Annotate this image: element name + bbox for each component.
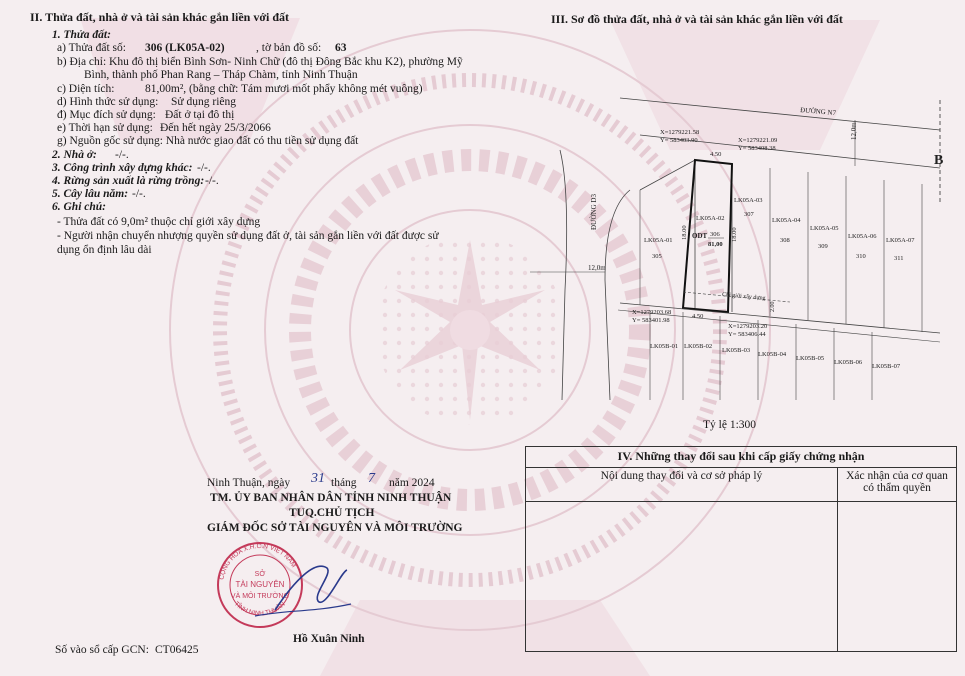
svg-text:LK05A-07: LK05A-07 [886, 237, 915, 244]
authority-line-2: có thẩm quyền [863, 482, 931, 494]
date-year: năm 2024 [389, 477, 435, 489]
stamp-line-2: TÀI NGUYÊN [235, 580, 285, 589]
stamp-line-3: VÀ MÔI TRƯỜNG [230, 593, 290, 600]
dim-bottom: 4.50 [692, 313, 704, 320]
changes-table [525, 446, 957, 652]
registry-label: Số vào sổ cấp GCN: [55, 644, 149, 656]
forest-heading: 4. Rừng sản xuất là rừng trồng: [52, 175, 205, 187]
lot-lk05b-07: LK05B-07 [872, 363, 901, 370]
dim-left: 18.00 [681, 225, 688, 240]
usage-term-label: e) Thời hạn sử dụng: [57, 122, 153, 134]
changes-empty-content [526, 502, 838, 652]
svg-text:308: 308 [780, 237, 790, 244]
signing-authority: TUQ.CHỦ TỊCH [289, 507, 375, 519]
registry-value: CT06425 [155, 644, 199, 656]
setback-dim: 2.00 [770, 301, 776, 312]
date-month: 7 [368, 471, 375, 486]
coord-tr-x: X=1279221.09 [738, 137, 778, 144]
svg-text:307: 307 [744, 211, 754, 218]
coord-bl-x: X=1279203.68 [632, 309, 672, 316]
changes-empty-authority [838, 502, 957, 652]
section-2-title: II. Thửa đất, nhà ở và tài sản khác gắn liền với đất [30, 10, 290, 24]
official-stamp [215, 540, 355, 630]
dim-top: 4.50 [710, 151, 722, 158]
svg-text:LK05A-01: LK05A-01 [644, 237, 673, 244]
parcel-odt: ODT [692, 232, 708, 240]
changes-col-content-label: Nội dung thay đổi và cơ sở pháp lý [600, 470, 763, 482]
parcel-num: 306 [710, 231, 720, 238]
road-n7-width: 12,0m [850, 122, 858, 140]
svg-text:LK05A-03: LK05A-03 [734, 197, 763, 204]
address-line-2: Bình, thành phố Phan Rang – Tháp Chàm, tỉnh Ninh Thuận [84, 69, 358, 81]
area-label: c) Diện tích: [57, 83, 115, 95]
signer-name: Hồ Xuân Ninh [293, 633, 365, 645]
parcel-306-outline [683, 160, 732, 312]
signing-organization: TM. ỦY BAN NHÂN DÂN TỈNH NINH THUẬN [210, 492, 452, 504]
coord-tl-y: Y= 583403.90 [660, 137, 698, 144]
other-works-heading: 3. Công trình xây dựng khác: [52, 162, 193, 174]
lot-lk05b-04: LK05B-04 [758, 351, 787, 358]
parcel-name: LK05A-02 [696, 215, 725, 222]
lot-lk05a-06 [848, 233, 877, 260]
svg-text:309: 309 [818, 243, 828, 250]
signer-position: GIÁM ĐỐC SỞ TÀI NGUYÊN VÀ MÔI TRƯỜNG [207, 522, 463, 534]
origin-line: g) Nguồn gốc sử dụng: Nhà nước giao đất có thu tiền sử dụng đất [57, 135, 359, 147]
road-d3-label: ĐƯỜNG D3 [590, 194, 598, 230]
svg-text:LK05A-04: LK05A-04 [772, 217, 801, 224]
road-d3-width: 12,0m [588, 264, 606, 272]
house-heading: 2. Nhà ở: [52, 149, 97, 161]
section-3-title: III. Sơ đồ thửa đất, nhà ở và tài sản khác gắn liền với đất [551, 12, 843, 26]
changes-col-authority [838, 468, 957, 502]
section-4-title: IV. Những thay đổi sau khi cấp giấy chứng nhận [526, 447, 957, 468]
lot-lk05a-03 [734, 197, 763, 218]
map-sheet-label: , tờ bản đồ số: [256, 42, 322, 54]
north-arrow-icon: B [934, 153, 944, 168]
land-parcel-heading: 1. Thửa đất: [52, 29, 111, 41]
coord-bl-y: Y= 583401.98 [632, 317, 670, 324]
notes-heading: 6. Ghi chú: [52, 201, 106, 213]
usage-purpose-label: đ) Mục đích sử dụng: [57, 109, 156, 121]
coord-tr-y: Y= 583408.38 [738, 145, 776, 152]
lot-lk05b-01: LK05B-01 [650, 343, 679, 350]
date-prefix: Ninh Thuận, ngày [207, 477, 291, 489]
date-day: 31 [311, 471, 325, 486]
setback-label: Chỉ giới xây dựng [721, 292, 766, 302]
usage-term-value: Đến hết ngày 25/3/2066 [160, 122, 271, 134]
lot-lk05b-06: LK05B-06 [834, 359, 863, 366]
svg-text:305: 305 [652, 253, 662, 260]
note-2-line-2: dụng ổn định lâu dài [57, 244, 152, 256]
area-value: 81,00m², (bằng chữ: Tám mươi mốt phẩy không mét vuông) [145, 83, 423, 95]
lot-lk05a-01 [644, 237, 673, 260]
svg-text:311: 311 [894, 255, 904, 262]
parcel-number-value: 306 (LK05A-02) [145, 42, 225, 54]
coord-br-y: Y= 583406.44 [728, 331, 766, 338]
lot-lk05b-03: LK05B-03 [722, 347, 751, 354]
lot-lk05a-05 [810, 225, 839, 250]
stamp-line-1: SỞ [254, 571, 266, 578]
lot-lk05a-04 [772, 217, 801, 244]
house-value: -/-. [115, 149, 129, 161]
road-n7-label: ĐƯỜNG N7 [799, 106, 837, 118]
note-1: - Thửa đất có 9,0m² thuộc chỉ giới xây dựng [57, 216, 261, 228]
coord-br-x: X=1279203.20 [728, 323, 768, 330]
note-2-line-1: - Người nhận chuyển nhượng quyền sử dụng đất ở, tài sản gắn liền với đất được sử [57, 230, 439, 242]
lot-lk05b-05: LK05B-05 [796, 355, 825, 362]
scale-label: Tỷ lệ 1:300 [703, 419, 757, 431]
forest-value: -/-. [205, 175, 219, 187]
svg-text:LK05A-06: LK05A-06 [848, 233, 877, 240]
other-works-value: -/-. [197, 162, 211, 174]
changes-col-content [526, 468, 838, 502]
stamp-ring-text: CỘNG HÒA X.H.C.N VIỆT NAM [218, 542, 298, 581]
parcel-area: 81,00 [708, 241, 723, 248]
svg-text:LK05A-05: LK05A-05 [810, 225, 839, 232]
usage-purpose-value: Đất ở tại đô thị [165, 109, 235, 121]
perennial-value: -/-. [132, 188, 146, 200]
map-sheet-value: 63 [335, 42, 347, 54]
parcel-number-label: a) Thửa đất số: [57, 42, 126, 54]
lot-lk05a-07 [886, 237, 915, 262]
address-line-1: b) Địa chỉ: Khu đô thị biển Bình Sơn- Ninh Chữ (đô thị Đông Bắc khu K2), phường Mỹ [57, 56, 463, 68]
authority-line-1: Xác nhận của cơ quan [846, 470, 948, 482]
usage-form-value: Sử dụng riêng [171, 96, 237, 108]
lot-lk05b-02: LK05B-02 [684, 343, 713, 350]
date-month-prefix: tháng [331, 477, 357, 489]
handwritten-signature [275, 566, 347, 610]
coord-tl-x: X=1279221.58 [660, 129, 700, 136]
site-plan-diagram [500, 80, 965, 430]
dim-right: 18.00 [731, 227, 738, 242]
usage-form-label: d) Hình thức sử dụng: [57, 96, 159, 108]
perennial-heading: 5. Cây lâu năm: [52, 188, 129, 200]
stamp-bottom-text: TỈNH NINH THUẬN [232, 600, 287, 618]
svg-text:310: 310 [856, 253, 866, 260]
